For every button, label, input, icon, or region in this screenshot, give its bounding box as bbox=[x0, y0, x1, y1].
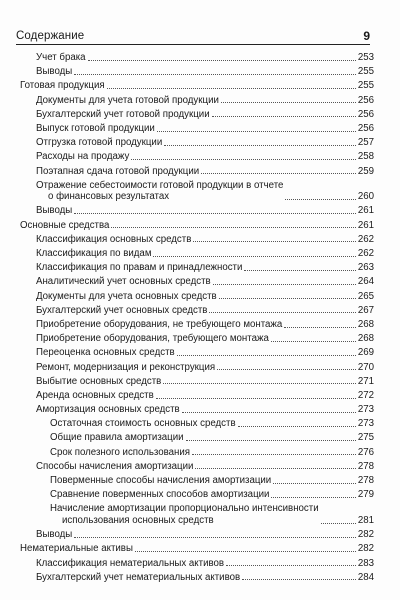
dot-leader bbox=[177, 355, 356, 356]
toc-entry[interactable] bbox=[14, 95, 374, 107]
toc-entry-title: Готовая продукция bbox=[20, 80, 105, 92]
toc-entry[interactable] bbox=[14, 362, 374, 374]
toc-entry[interactable] bbox=[14, 151, 374, 163]
toc-entry-title: Документы для учета основных средств bbox=[36, 290, 217, 302]
toc-entry[interactable] bbox=[14, 166, 374, 178]
section-title: Содержание bbox=[16, 30, 85, 42]
toc-entry-page: 278 bbox=[357, 475, 374, 487]
dot-leader bbox=[157, 131, 356, 132]
dot-leader bbox=[111, 227, 355, 228]
toc-entry-title: Классификация нематериальных активов bbox=[36, 557, 225, 569]
toc-entry[interactable] bbox=[14, 109, 374, 121]
toc-entry-page: 283 bbox=[357, 557, 374, 569]
dot-leader bbox=[186, 440, 356, 441]
toc-entry[interactable] bbox=[14, 432, 374, 444]
dot-leader bbox=[217, 369, 356, 370]
dot-leader bbox=[271, 341, 356, 342]
dot-leader bbox=[135, 551, 356, 552]
toc-entry-page: 270 bbox=[357, 361, 374, 373]
toc-entry-title: Нематериальные активы bbox=[20, 543, 133, 555]
toc-entry-title: Амортизация основных средств bbox=[36, 404, 180, 416]
dot-leader bbox=[273, 483, 356, 484]
toc-entry-title: Основные средства bbox=[20, 219, 110, 231]
toc-entry-page: 256 bbox=[357, 94, 374, 106]
toc-entry[interactable] bbox=[14, 220, 374, 232]
toc-entry-title: Аренда основных средств bbox=[36, 389, 154, 401]
toc-entry-page: 267 bbox=[357, 304, 374, 316]
dot-leader bbox=[213, 284, 356, 285]
toc-entry-title: Общие правила амортизации bbox=[50, 432, 184, 444]
toc-entry-title: Выводы bbox=[36, 66, 73, 78]
dot-leader bbox=[209, 312, 355, 313]
toc-entry[interactable] bbox=[14, 418, 374, 430]
toc-entry[interactable] bbox=[14, 543, 374, 555]
toc-entry-page: 268 bbox=[357, 333, 374, 345]
dot-leader bbox=[221, 102, 356, 103]
toc-entry-page: 260 bbox=[357, 191, 374, 203]
toc-entry[interactable] bbox=[14, 447, 374, 459]
toc-entry[interactable] bbox=[14, 248, 374, 260]
toc-entry-page: 265 bbox=[357, 290, 374, 302]
toc-entry-page: 284 bbox=[357, 571, 374, 583]
toc-entry-page: 278 bbox=[357, 460, 374, 472]
toc-entry-page: 258 bbox=[357, 151, 374, 163]
dot-leader bbox=[153, 256, 355, 257]
toc-entry-title: Учет брака bbox=[36, 52, 86, 63]
toc-entry-title: Сравнение поверменных способов амортизации bbox=[50, 489, 270, 501]
toc-entry[interactable] bbox=[14, 123, 374, 135]
toc-entry-title: Классификация основных средств bbox=[36, 233, 192, 245]
dot-leader bbox=[201, 173, 356, 174]
dot-leader bbox=[164, 145, 356, 146]
dot-leader bbox=[74, 537, 356, 538]
dot-leader bbox=[244, 270, 355, 271]
toc-entry-page: 272 bbox=[357, 389, 374, 401]
toc-entry-page: 269 bbox=[357, 347, 374, 359]
toc-entry-title: Бухгалтерский учет готовой продукции bbox=[36, 108, 210, 120]
dot-leader bbox=[284, 327, 356, 328]
toc-entry-title: Выводы bbox=[36, 529, 73, 541]
toc-entry-title: Расходы на продажу bbox=[36, 151, 130, 163]
table-of-contents bbox=[14, 52, 374, 586]
toc-entry-page: 282 bbox=[357, 543, 374, 555]
toc-entry-title: Приобретение оборудования, требующего монтажа bbox=[36, 333, 269, 345]
toc-entry[interactable] bbox=[14, 475, 374, 487]
dot-leader bbox=[163, 383, 356, 384]
toc-entry[interactable] bbox=[14, 262, 374, 274]
toc-entry[interactable] bbox=[14, 461, 374, 473]
running-header bbox=[16, 26, 370, 45]
toc-entry[interactable] bbox=[14, 234, 374, 246]
toc-entry-page: 262 bbox=[357, 233, 374, 245]
dot-leader bbox=[271, 497, 355, 498]
dot-leader bbox=[321, 523, 356, 524]
toc-entry-page: 273 bbox=[357, 404, 374, 416]
toc-entry-title: Выпуск готовой продукции bbox=[36, 122, 155, 134]
toc-entry-title: Отгрузка готовой продукции bbox=[36, 137, 163, 149]
toc-entry-page: 262 bbox=[357, 248, 374, 260]
toc-entry[interactable] bbox=[14, 503, 374, 526]
toc-entry-title: Способы начисления амортизации bbox=[36, 460, 194, 472]
dot-leader bbox=[195, 468, 355, 469]
toc-entry[interactable] bbox=[14, 404, 374, 416]
toc-entry-title: Бухгалтерский учет основных средств bbox=[36, 304, 208, 316]
dot-leader bbox=[74, 74, 356, 75]
toc-entry[interactable] bbox=[14, 489, 374, 501]
toc-entry-page: 271 bbox=[357, 375, 374, 387]
toc-entry[interactable] bbox=[14, 276, 374, 288]
page-number: 9 bbox=[363, 29, 370, 43]
dot-leader bbox=[88, 60, 356, 61]
dot-leader bbox=[131, 159, 356, 160]
toc-entry-page: 261 bbox=[357, 219, 374, 231]
dot-leader bbox=[226, 565, 356, 566]
toc-entry-title: Приобретение оборудования, не требующего монтажа bbox=[36, 318, 283, 330]
toc-entry-page: 279 bbox=[357, 489, 374, 501]
toc-entry-title: Выбытие основных средств bbox=[36, 375, 162, 387]
toc-entry[interactable] bbox=[14, 529, 374, 541]
toc-entry-title-continued: о финансовых результатах bbox=[48, 191, 170, 203]
toc-entry[interactable] bbox=[14, 205, 374, 217]
toc-entry-title: Классификация по правам и принадлежности bbox=[36, 262, 243, 274]
dot-leader bbox=[156, 398, 356, 399]
dot-leader bbox=[285, 199, 355, 200]
toc-entry[interactable] bbox=[14, 572, 374, 584]
dot-leader bbox=[74, 213, 356, 214]
toc-entry[interactable] bbox=[14, 66, 374, 78]
toc-entry[interactable] bbox=[14, 305, 374, 317]
toc-entry[interactable] bbox=[14, 291, 374, 303]
toc-entry-title: Документы для учета готовой продукции bbox=[36, 94, 219, 106]
toc-entry-page: 257 bbox=[357, 137, 374, 149]
toc-entry[interactable] bbox=[14, 558, 374, 570]
toc-entry-title: Выводы bbox=[36, 205, 73, 217]
toc-entry-title: Ремонт, модернизация и реконструкция bbox=[36, 361, 216, 373]
dot-leader bbox=[242, 579, 356, 580]
toc-entry-page: 261 bbox=[357, 205, 374, 217]
dot-leader bbox=[192, 454, 356, 455]
toc-entry-title: Поверменные способы начисления амортизации bbox=[50, 475, 272, 487]
toc-entry[interactable] bbox=[14, 376, 374, 388]
toc-entry-page: 253 bbox=[357, 52, 374, 63]
toc-entry-title: Классификация по видам bbox=[36, 248, 152, 260]
dot-leader bbox=[238, 426, 356, 427]
toc-entry-page: 281 bbox=[357, 515, 374, 526]
toc-entry-page: 264 bbox=[357, 276, 374, 288]
toc-entry-title: Бухгалтерский учет нематериальных активов bbox=[36, 571, 241, 583]
dot-leader bbox=[219, 298, 356, 299]
toc-entry-title: Переоценка основных средств bbox=[36, 347, 175, 359]
toc-entry-title: Остаточная стоимость основных средств bbox=[50, 418, 236, 430]
toc-entry[interactable] bbox=[14, 80, 374, 92]
toc-entry-title: Срок полезного использования bbox=[50, 446, 191, 458]
toc-entry-page: 273 bbox=[357, 418, 374, 430]
dot-leader bbox=[107, 88, 356, 89]
toc-entry-page: 276 bbox=[357, 446, 374, 458]
toc-entry-page: 256 bbox=[357, 122, 374, 134]
toc-entry[interactable] bbox=[14, 137, 374, 149]
toc-entry[interactable] bbox=[14, 180, 374, 203]
toc-entry[interactable] bbox=[14, 390, 374, 402]
toc-entry-page: 259 bbox=[357, 165, 374, 177]
toc-entry-page: 282 bbox=[357, 529, 374, 541]
toc-entry-title: Отражение себестоимости готовой продукции в отчете bbox=[36, 179, 284, 191]
dot-leader bbox=[182, 412, 356, 413]
toc-entry-page: 255 bbox=[357, 80, 374, 92]
toc-entry-page: 255 bbox=[357, 66, 374, 78]
toc-entry-page: 268 bbox=[357, 318, 374, 330]
toc-entry-title-continued: использования основных средств bbox=[62, 515, 214, 526]
toc-entry-title: Поэтапная сдача готовой продукции bbox=[36, 165, 200, 177]
toc-entry[interactable] bbox=[14, 333, 374, 345]
toc-entry-page: 256 bbox=[357, 108, 374, 120]
toc-entry[interactable] bbox=[14, 52, 374, 64]
dot-leader bbox=[212, 116, 356, 117]
toc-entry[interactable] bbox=[14, 347, 374, 359]
toc-entry[interactable] bbox=[14, 319, 374, 331]
toc-entry-page: 263 bbox=[357, 262, 374, 274]
toc-entry-title: Аналитический учет основных средств bbox=[36, 276, 211, 288]
toc-entry-title: Начисление амортизации пропорционально интенсивности bbox=[50, 503, 319, 515]
toc-entry-page: 275 bbox=[357, 432, 374, 444]
dot-leader bbox=[193, 241, 355, 242]
